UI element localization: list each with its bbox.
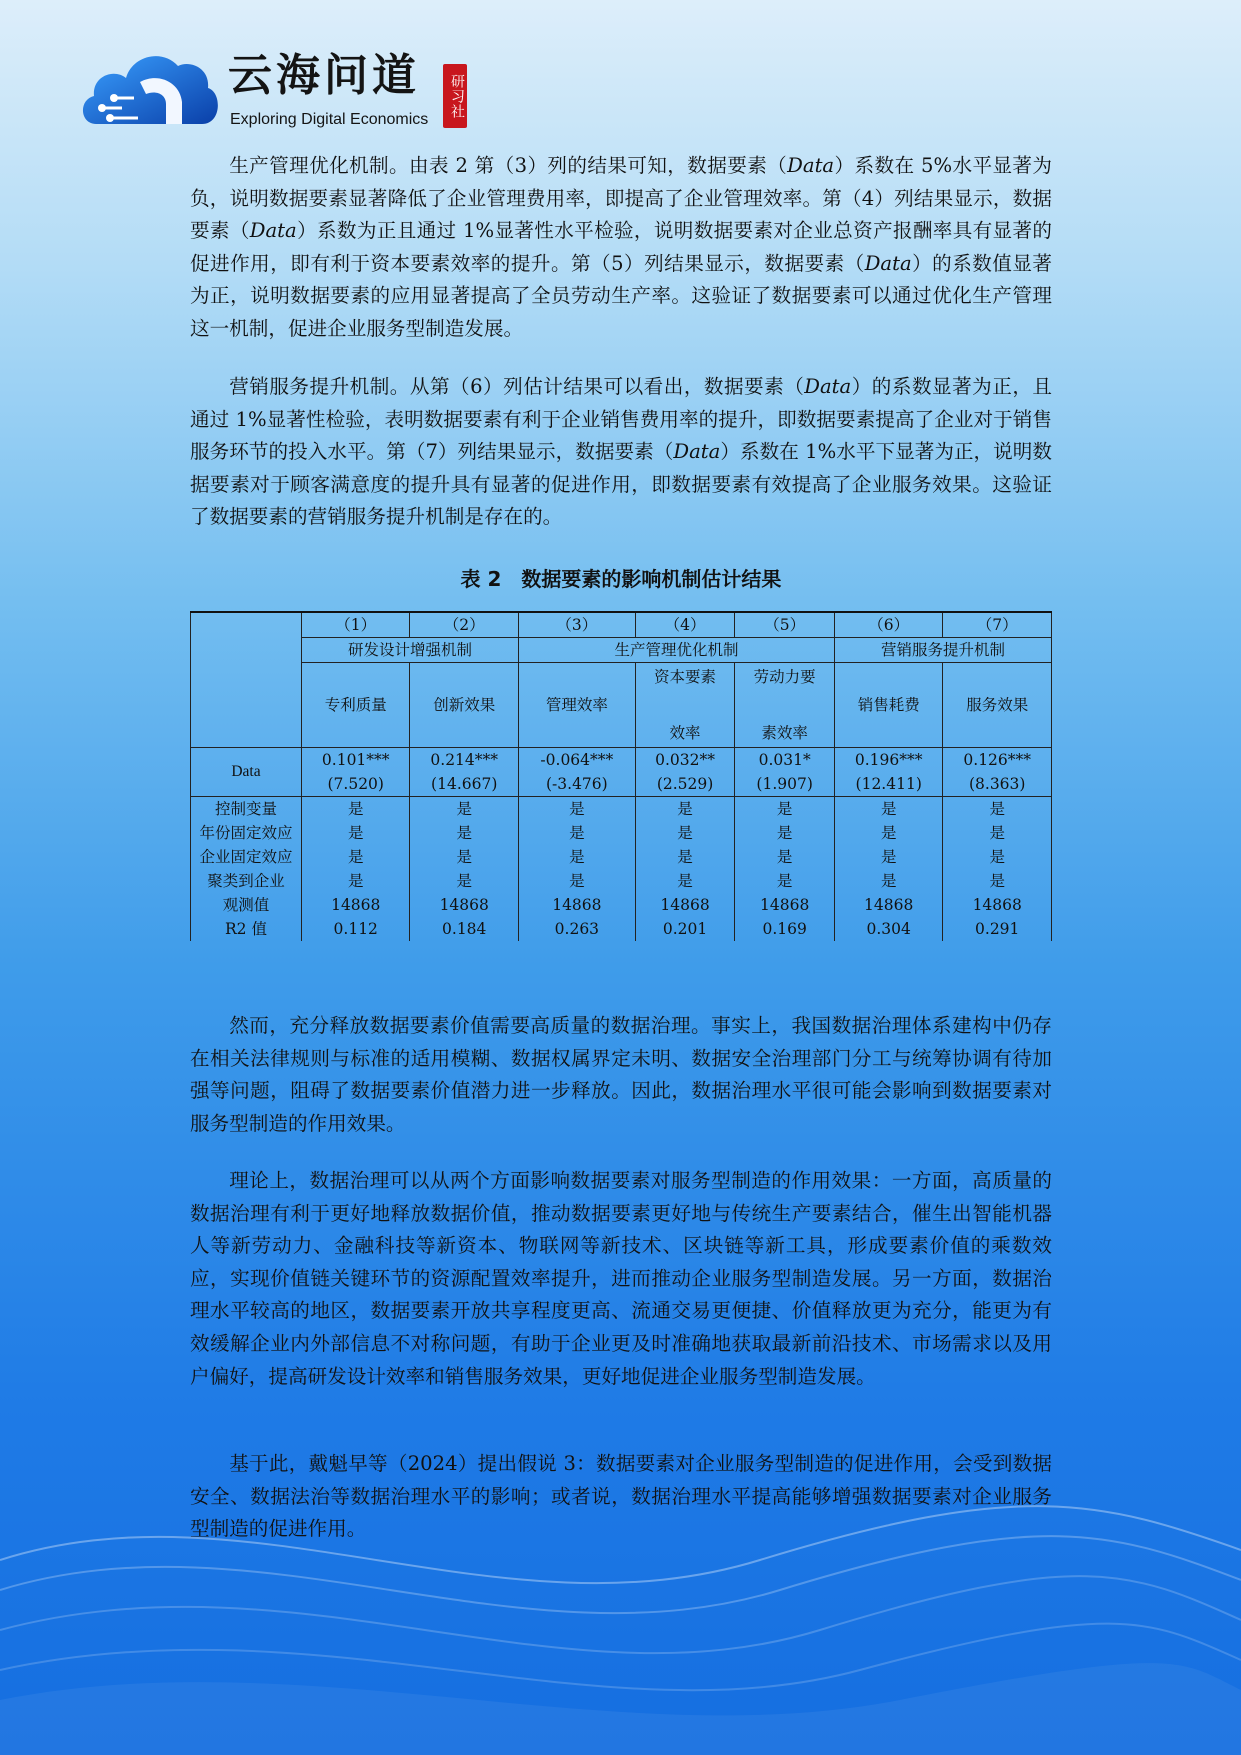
table-cell: 是 [635, 797, 735, 822]
table-cell: 是 [302, 797, 410, 822]
table-cell: 0.169 [735, 917, 835, 941]
t-statistic: (2.529) [635, 772, 735, 797]
logo-english-name: Exploring Digital Economics [230, 111, 429, 128]
table-cell: 是 [735, 797, 835, 822]
table-cell: 14868 [834, 893, 942, 917]
t-statistic: (-3.476) [518, 772, 635, 797]
table-cell: 0.291 [943, 917, 1052, 941]
table-tstat-row [191, 772, 1052, 797]
row-label: 企业固定效应 [191, 845, 302, 869]
table-cell: 是 [943, 869, 1052, 893]
results-table [190, 611, 1052, 941]
t-statistic: (7.520) [302, 772, 410, 797]
t-statistic: (1.907) [735, 772, 835, 797]
table-row-controls [191, 797, 1052, 822]
table-cell: 是 [943, 821, 1052, 845]
row-label: 聚类到企业 [191, 869, 302, 893]
coefficient: 0.032** [635, 748, 735, 773]
coefficient: 0.126*** [943, 748, 1052, 773]
table-cell: 是 [518, 821, 635, 845]
table-cell: 是 [302, 821, 410, 845]
table-cell: 是 [410, 821, 518, 845]
table-cell: 14868 [735, 893, 835, 917]
column-number: （7） [943, 612, 1052, 638]
row-label: R2 值 [191, 917, 302, 941]
dv-header: 创新效果 [410, 663, 518, 748]
table-cell: 是 [635, 821, 735, 845]
table-cell: 是 [943, 845, 1052, 869]
table-cell: 是 [518, 845, 635, 869]
coefficient: 0.101*** [302, 748, 410, 773]
paragraph-production-mechanism: 生产管理优化机制。由表 2 第（3）列的结果可知，数据要素（Data）系数在 5%水平显著为负，说明数据要素显著降低了企业管理费用率，即提高了企业管理效率。第（4）列结果显示，数据要素（Data）系数为正且通过 1%显著性水平检验，说明数据要素对企业总资产报酬率具有显著的促进作用，即有利于资本要素效率的提升。第（5）列结果显示，数据要素（Data）的系数值显著为正，说明数据要素的应用显著提高了全员劳动生产率。这验证了数据要素可以通过优化生产管理这一机制，促进企业服务型制造发展。 [190, 154, 1053, 340]
row-label: 年份固定效应 [191, 821, 302, 845]
group-header: 研发设计增强机制 [302, 638, 519, 663]
column-number: （2） [410, 612, 518, 638]
dv-header: 专利质量 [302, 663, 410, 748]
logo-seal-stamp: 研习社 [443, 64, 467, 128]
dv-header: 管理效率 [518, 663, 635, 748]
table-cell: 是 [735, 869, 835, 893]
table-group-row [191, 638, 1052, 663]
table-cell: 14868 [302, 893, 410, 917]
table-header-row [191, 612, 1052, 638]
table-row-cluster [191, 869, 1052, 893]
table-cell: 是 [635, 845, 735, 869]
paragraph-data-governance: 然而，充分释放数据要素价值需要高质量的数据治理。事实上，我国数据治理体系建构中仍存在相关法律规则与标准的适用模糊、数据权属界定未明、数据安全治理部门分工与统筹协调有待加强等问题，阻碍了数据要素价值潜力进一步释放。因此，数据治理水平很可能会影响到数据要素对服务型制造的作用效果。 [190, 1014, 1052, 1135]
table-cell: 0.263 [518, 917, 635, 941]
row-label: 控制变量 [191, 797, 302, 822]
coefficient: 0.214*** [410, 748, 518, 773]
table-cell: 是 [410, 869, 518, 893]
column-number: （3） [518, 612, 635, 638]
coefficient: 0.031* [735, 748, 835, 773]
group-header: 营销服务提升机制 [834, 638, 1051, 663]
table-cell: 14868 [943, 893, 1052, 917]
row-label: 观测值 [191, 893, 302, 917]
table-coef-row [191, 748, 1052, 773]
table-cell: 0.201 [635, 917, 735, 941]
column-number: （6） [834, 612, 942, 638]
dv-header: 资本要素 效率 [635, 663, 735, 748]
row-label: Data [191, 748, 302, 797]
table-cell: 是 [834, 869, 942, 893]
coefficient: -0.064*** [518, 748, 635, 773]
table-row-observations [191, 893, 1052, 917]
table-cell: 是 [410, 845, 518, 869]
paragraph-marketing-mechanism: 营销服务提升机制。从第（6）列估计结果可以看出，数据要素（Data）的系数显著为正，且通过 1%显著性检验，表明数据要素有利于企业销售费用率的提升，即数据要素提高了企业对于销售服务环节的投入水平。第（7）列结果显示，数据要素（Data）系数在 1%水平下显著为正，说明数据要素对于顾客满意度的提升具有显著的促进作用，即数据要素有效提高了企业服务效果。这验证了数据要素的营销服务提升机制是存在的。 [190, 375, 1053, 529]
table-cell: 是 [735, 845, 835, 869]
table-cell: 是 [735, 821, 835, 845]
table-cell: 0.112 [302, 917, 410, 941]
table-dv-row [191, 663, 1052, 748]
paragraph-hypothesis: 基于此，戴魁早等（2024）提出假说 3：数据要素对企业服务型制造的促进作用，会受到数据安全、数据法治等数据治理水平的影响；或者说，数据治理水平提高能够增强数据要素对企业服务型制造的促进作用。 [190, 1452, 1052, 1541]
column-number: （5） [735, 612, 835, 638]
dv-header: 劳动力要 素效率 [735, 663, 835, 748]
paragraph-theory: 理论上，数据治理可以从两个方面影响数据要素对服务型制造的作用效果：一方面，高质量的数据治理有利于更好地释放数据价值，推动数据要素更好地与传统生产要素结合，催生出智能机器人等新劳动力、金融科技等新资本、物联网等新技术、区块链等新工具，形成要素价值的乘数效应，实现价值链关键环节的资源配置效率提升，进而推动企业服务型制造发展。另一方面，数据治理水平较高的地区，数据要素开放共享程度更高、流通交易更便捷、价值释放更为充分，能更为有效缓解企业内外部信息不对称问题，有助于企业更及时准确地获取最新前沿技术、市场需求以及用户偏好，提高研发设计效率和销售服务效果，更好地促进企业服务型制造发展。 [190, 1169, 1052, 1388]
table-cell: 14868 [518, 893, 635, 917]
table-cell: 0.184 [410, 917, 518, 941]
table-cell: 是 [943, 797, 1052, 822]
column-number: （1） [302, 612, 410, 638]
group-header: 生产管理优化机制 [518, 638, 834, 663]
logo-chinese-name: 云海问道 [228, 50, 420, 101]
table-cell: 是 [302, 845, 410, 869]
table-cell: 是 [834, 797, 942, 822]
dv-header: 销售耗费 [834, 663, 942, 748]
cloud-circuit-icon [78, 42, 223, 134]
table-cell: 是 [635, 869, 735, 893]
table-cell: 0.304 [834, 917, 942, 941]
table-cell: 是 [834, 821, 942, 845]
t-statistic: (8.363) [943, 772, 1052, 797]
dv-header: 服务效果 [943, 663, 1052, 748]
t-statistic: (14.667) [410, 772, 518, 797]
t-statistic: (12.411) [834, 772, 942, 797]
table-cell: 是 [302, 869, 410, 893]
table-cell: 14868 [635, 893, 735, 917]
table-row-year-fe [191, 821, 1052, 845]
table-cell: 是 [834, 845, 942, 869]
table-cell: 是 [518, 797, 635, 822]
table-cell: 14868 [410, 893, 518, 917]
table-cell: 是 [518, 869, 635, 893]
table-cell: 是 [410, 797, 518, 822]
column-number: （4） [635, 612, 735, 638]
table-row-firm-fe [191, 845, 1052, 869]
table-title: 表 2 数据要素的影响机制估计结果 [460, 567, 782, 591]
brand-logo [78, 42, 478, 137]
coefficient: 0.196*** [834, 748, 942, 773]
table-row-r2 [191, 917, 1052, 941]
table-corner-cell [191, 612, 302, 748]
